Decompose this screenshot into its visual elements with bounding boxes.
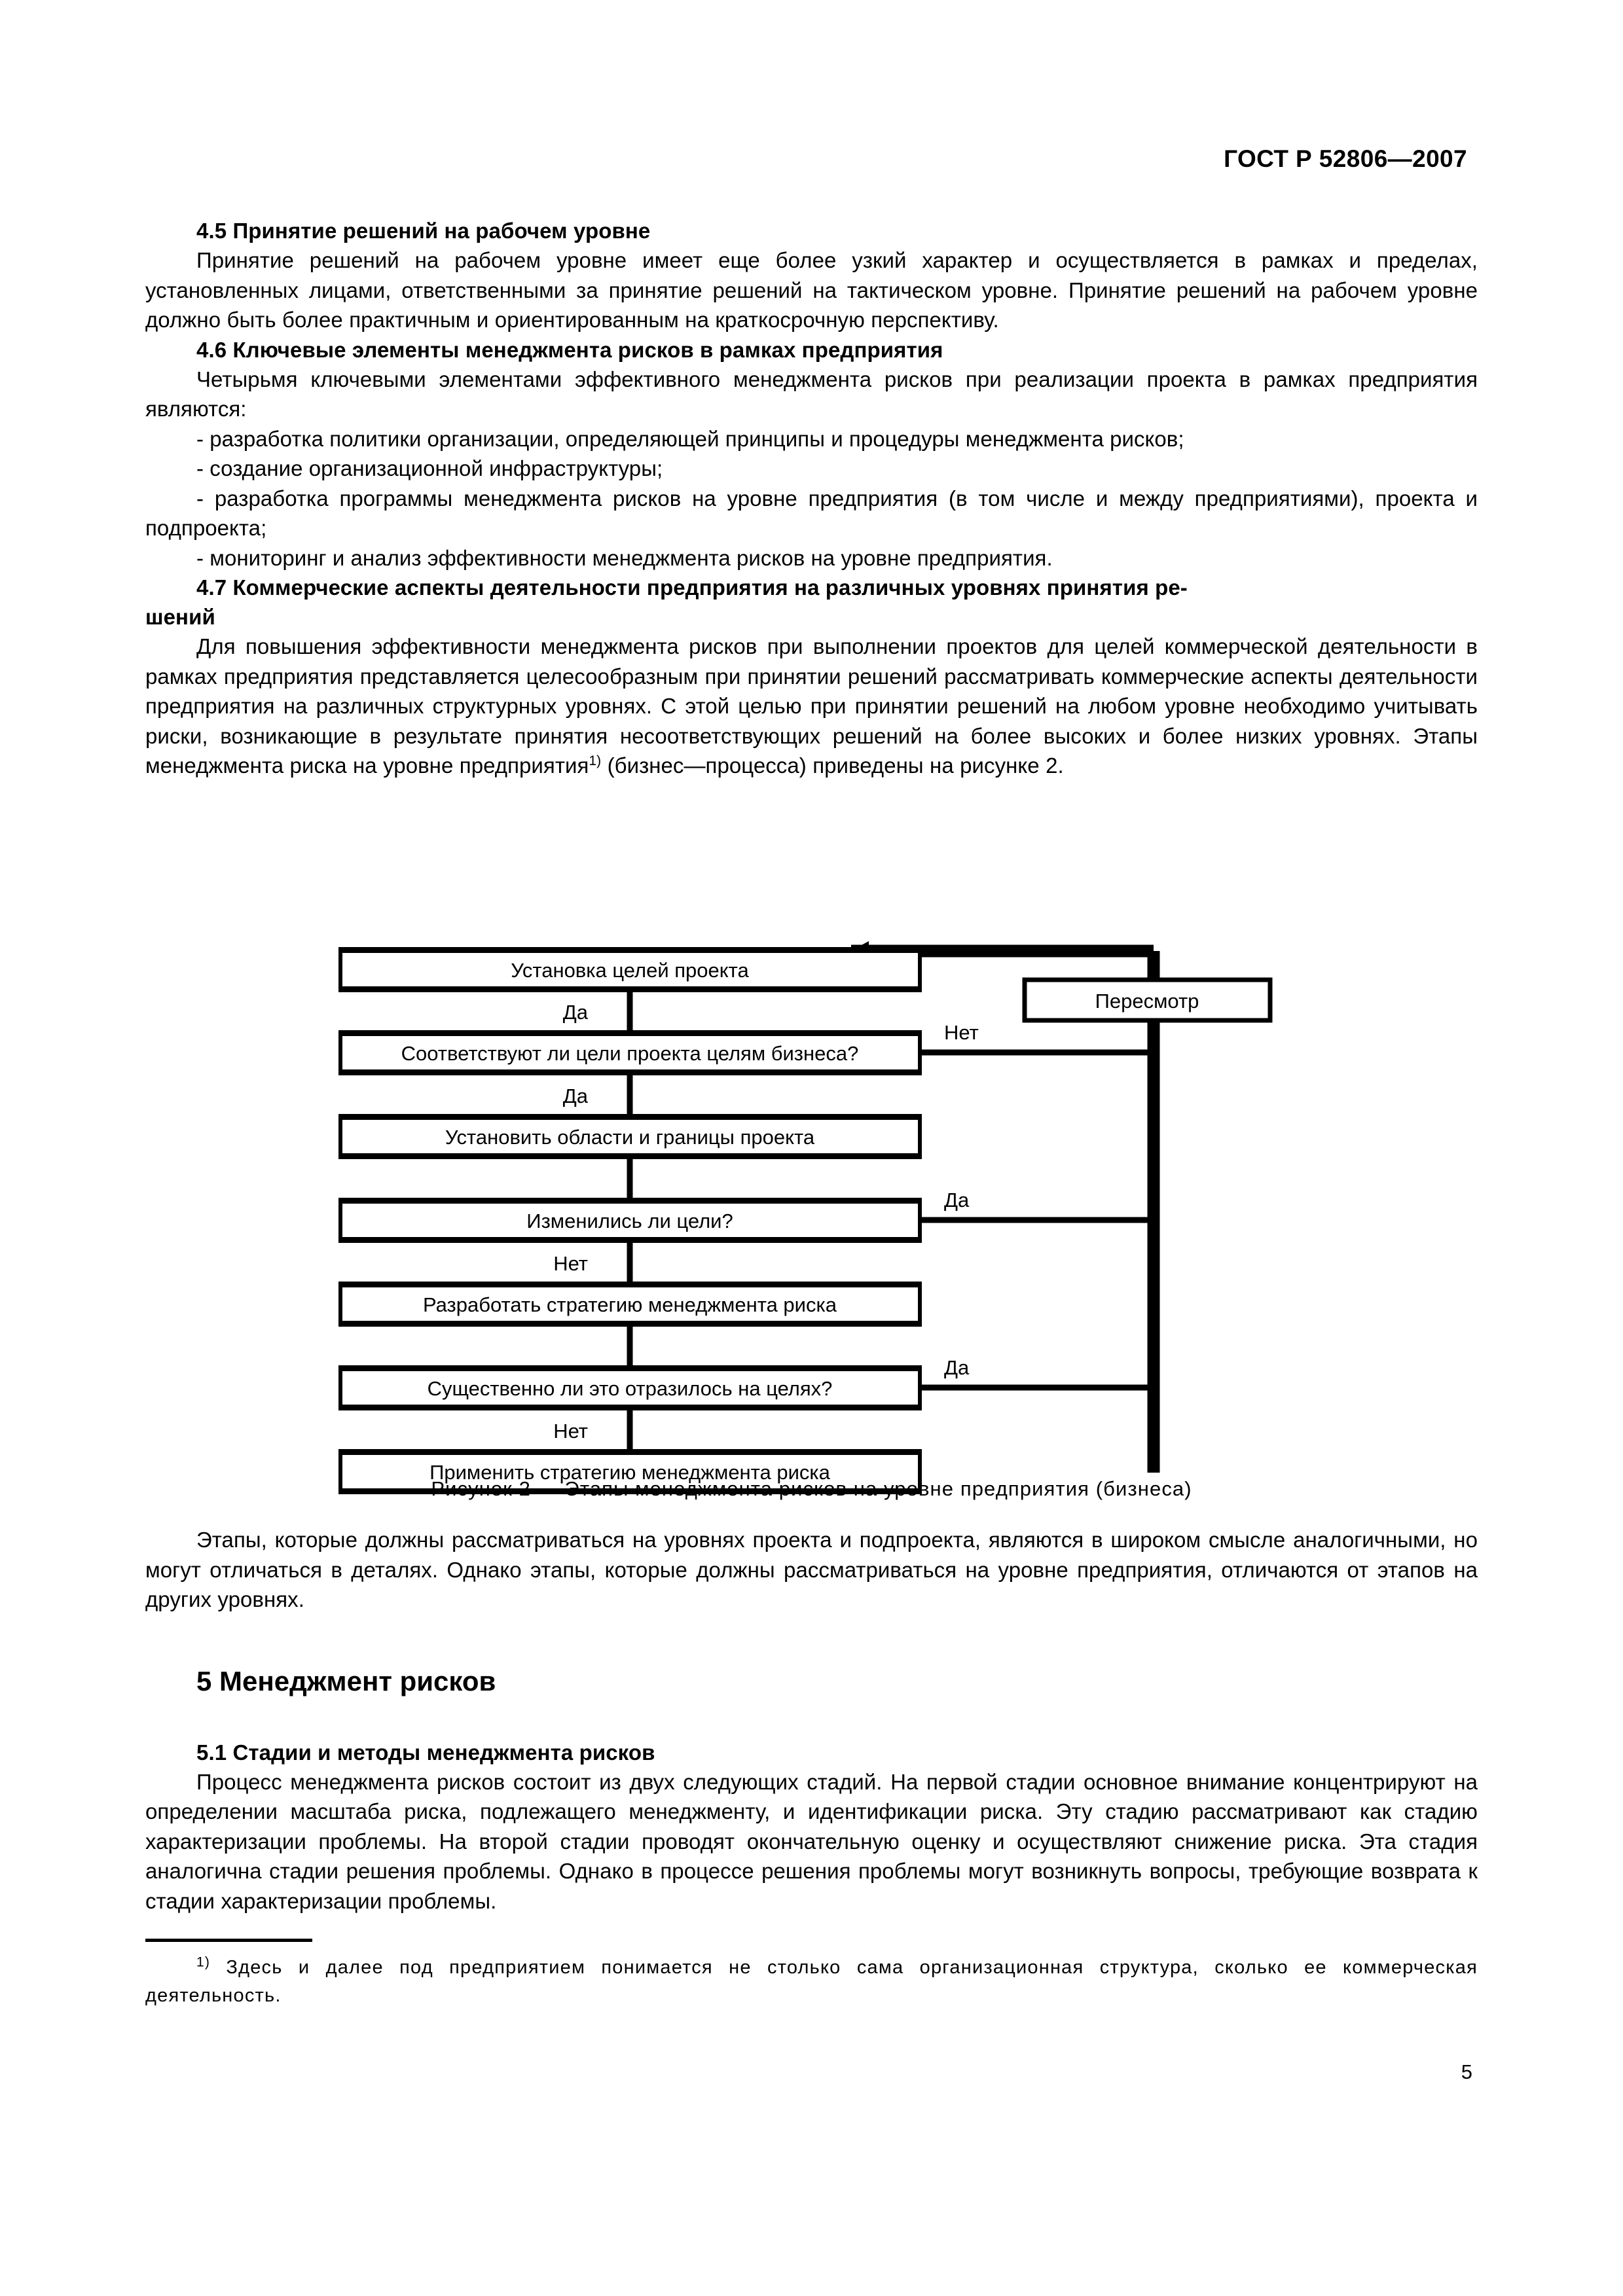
flow-label-goals-changed: Изменились ли цели? — [526, 1210, 733, 1232]
flowchart-svg — [0, 920, 1623, 1496]
flow-edge-label-down-2: Да — [562, 1085, 588, 1107]
flow-edge-label-branch-3: Да — [944, 1356, 970, 1379]
paragraph-after-figure: Этапы, которые должны рассматриваться на уровнях проекта и подпроекта, являются в широком смысле аналогичными, но могут отличаться в деталях. Однако этапы, которые должны рассматриваться на уровне предприятия, отличаются от этапов на других уровнях. — [145, 1528, 1478, 1611]
flow-edge-label-down-3: Нет — [553, 1252, 588, 1275]
flow-label-develop-strategy: Разработать стратегию менеджмента риска — [423, 1293, 837, 1316]
flow-label-review: Пересмотр — [1095, 990, 1199, 1013]
flow-edge-label-down-1: Да — [562, 1001, 588, 1024]
figure-2-caption: Рисунок 2 — Этапы менеджмента рисков на уровне предприятия (бизнеса) — [431, 1477, 1192, 1500]
figure-2-flowchart — [0, 920, 1623, 1496]
footnote-area — [145, 1939, 1478, 2010]
footnote-marker: 1) — [196, 1954, 211, 1970]
footnote-1 — [145, 1954, 1478, 2010]
list-item: - разработка программы менеджмента рисков на уровне предприятия (в том числе и между предприятиями), проекта и подпроекта; — [145, 486, 1478, 540]
flow-edge-label-down-4: Нет — [553, 1420, 588, 1443]
list-item: - мониторинг и анализ эффективности менеджмента рисков на уровне предприятия. — [196, 545, 1053, 570]
footnote-text: Здесь и далее под предприятием понимается не столько сама организационная структура, сколько ее коммерческая деятельность. — [145, 1957, 1478, 2006]
paragraph-4-7 — [145, 632, 1478, 781]
main-text-column-lower — [145, 1525, 1478, 1916]
flow-edge-label-branch-2: Да — [944, 1189, 970, 1211]
document-header-standard-code: ГОСТ Р 52806—2007 — [1224, 145, 1467, 172]
heading-4-7-line-1: 4.7 Коммерческие аспекты деятельности предприятия на различных уровнях принятия ре- — [196, 575, 1188, 600]
heading-5: 5 Менеджмент рисков — [196, 1665, 496, 1696]
paragraph-4-6-intro: Четырьмя ключевыми элементами эффективного менеджмента рисков при реализации проекта в рамках предприятия являются: — [145, 367, 1478, 421]
heading-5-1: 5.1 Стадии и методы менеджмента рисков — [196, 1740, 655, 1765]
flow-branch-arrows — [920, 1052, 1150, 1388]
heading-4-5: 4.5 Принятие решений на рабочем уровне — [196, 219, 651, 243]
heading-4-6: 4.6 Ключевые элементы менеджмента рисков в рамках предприятия — [196, 337, 943, 362]
footnote-separator-rule — [145, 1939, 312, 1942]
paragraph-4-7-part-1: Для повышения эффективности менеджмента рисков при выполнении проектов для целей коммерческой деятельности в рамках предприятия представляется целесообразным при принятии решений рассматривать коммерческие аспекты деятельности предприятия на различных структурных уровнях. С этой целью при принятии решений на любом уровне необходимо учитывать риски, возникающие в результате принятия несоответствующих решений на более высоких и более низких уровнях. Этапы менеджмента риска на уровне предприятия — [145, 634, 1478, 778]
list-item: - создание организационной инфраструктуры; — [196, 456, 663, 480]
heading-4-7-line-2: шений — [145, 605, 215, 629]
flow-edge-label-branch-1: Нет — [944, 1021, 979, 1044]
main-text-column-upper — [145, 216, 1478, 781]
list-item: - разработка политики организации, определяющей принципы и процедуры менеджмента рисков; — [196, 426, 1184, 451]
paragraph-5-1: Процесс менеджмента рисков состоит из двух следующих стадий. На первой стадии основное внимание концентрируют на определении масштаба риска, подлежащего менеджменту, и идентификации риска. Эту стадию рассматривают как стадию характеризации проблемы. На второй стадии проводят окончательную оценку и осуществляют снижение риска. Эта стадия аналогична стадии решения проблемы. Однако в процессе решения проблемы могут возникнуть вопросы, требующие возврата к стадии характеризации проблемы. — [145, 1769, 1478, 1913]
flow-label-set-scope: Установить области и границы проекта — [445, 1126, 815, 1149]
flow-label-goals-match: Соответствуют ли цели проекта целям бизнеса? — [401, 1042, 859, 1065]
paragraph-4-7-part-2: (бизнес—процесса) приведены на рисунке 2. — [601, 753, 1064, 778]
footnote-reference-marker: 1) — [589, 753, 602, 768]
paragraph-4-5: Принятие решений на рабочем уровне имеет еще более узкий характер и осуществляется в рамках и пределах, установленных лицами, ответственными за принятие решений на тактическом уровне. Принятие решений на рабочем уровне должно быть более практичным и ориентированным на краткосрочную перспективу. — [145, 248, 1478, 332]
flow-label-set-goals: Установка целей проекта — [511, 959, 749, 982]
flow-label-apply-strategy: Применить стратегию менеджмента риска — [429, 1461, 830, 1484]
flow-label-significant: Существенно ли это отразилось на целях? — [427, 1377, 833, 1400]
page-number: 5 — [1461, 2060, 1472, 2083]
